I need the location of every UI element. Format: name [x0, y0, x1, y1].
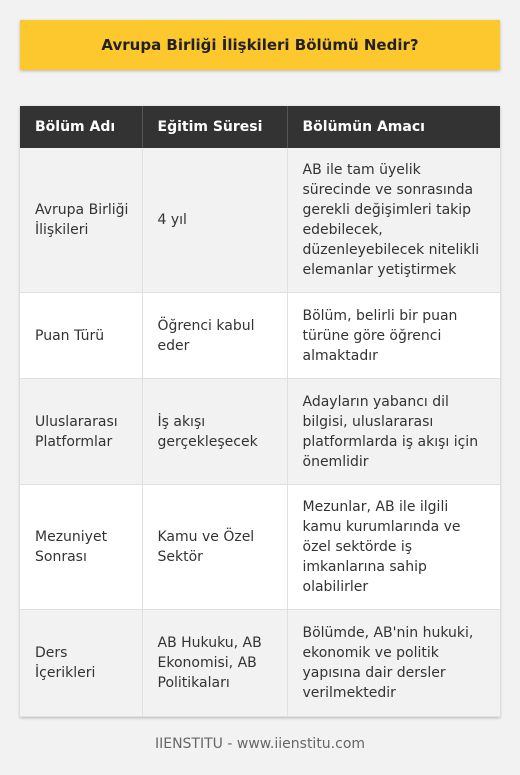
table-cell: Kamu ve Özel Sektör — [142, 485, 287, 610]
table-cell: İş akışı gerçekleşecek — [142, 379, 287, 485]
table-cell: Ders İçerikleri — [20, 610, 142, 717]
table-row — [20, 610, 500, 717]
table-cell: AB ile tam üyelik sürecinde ve sonrasında gerekli değişimleri takip edebilecek, düzenleyebilecek nitelikli elemanlar yetiştirmek — [287, 148, 500, 293]
table-cell: AB Hukuku, AB Ekonomisi, AB Politikaları — [142, 610, 287, 717]
table-cell: Mezuniyet Sonrası — [20, 485, 142, 610]
footer-credit: IIENSTITU - www.iienstitu.com — [154, 736, 366, 752]
table-header-row — [20, 106, 500, 148]
info-table-container — [20, 106, 500, 717]
table-cell: Öğrenci kabul eder — [142, 293, 287, 379]
table-cell: Bölümde, AB'nin hukuki, ekonomik ve politik yapısına dair dersler verilmektedir — [287, 610, 500, 717]
table-cell: Puan Türü — [20, 293, 142, 379]
table-cell: Uluslararası Platformlar — [20, 379, 142, 485]
table-cell: Bölüm, belirli bir puan türüne göre öğrenci almaktadır — [287, 293, 500, 379]
table-row — [20, 485, 500, 610]
table-row — [20, 379, 500, 485]
title-banner — [20, 20, 500, 70]
table-row — [20, 148, 500, 293]
column-header-purpose: Bölümün Amacı — [287, 106, 500, 148]
page-title: Avrupa Birliği İlişkileri Bölümü Nedir? — [101, 36, 419, 54]
table-cell: Adayların yabancı dil bilgisi, uluslararası platformlarda iş akışı için önemlidir — [287, 379, 500, 485]
info-table — [20, 106, 500, 717]
column-header-duration: Eğitim Süresi — [142, 106, 287, 148]
table-cell: 4 yıl — [142, 148, 287, 293]
table-row — [20, 293, 500, 379]
table-cell: Avrupa Birliği İlişkileri — [20, 148, 142, 293]
column-header-section-name: Bölüm Adı — [20, 106, 142, 148]
table-cell: Mezunlar, AB ile ilgili kamu kurumlarında ve özel sektörde iş imkanlarına sahip olabilirler — [287, 485, 500, 610]
